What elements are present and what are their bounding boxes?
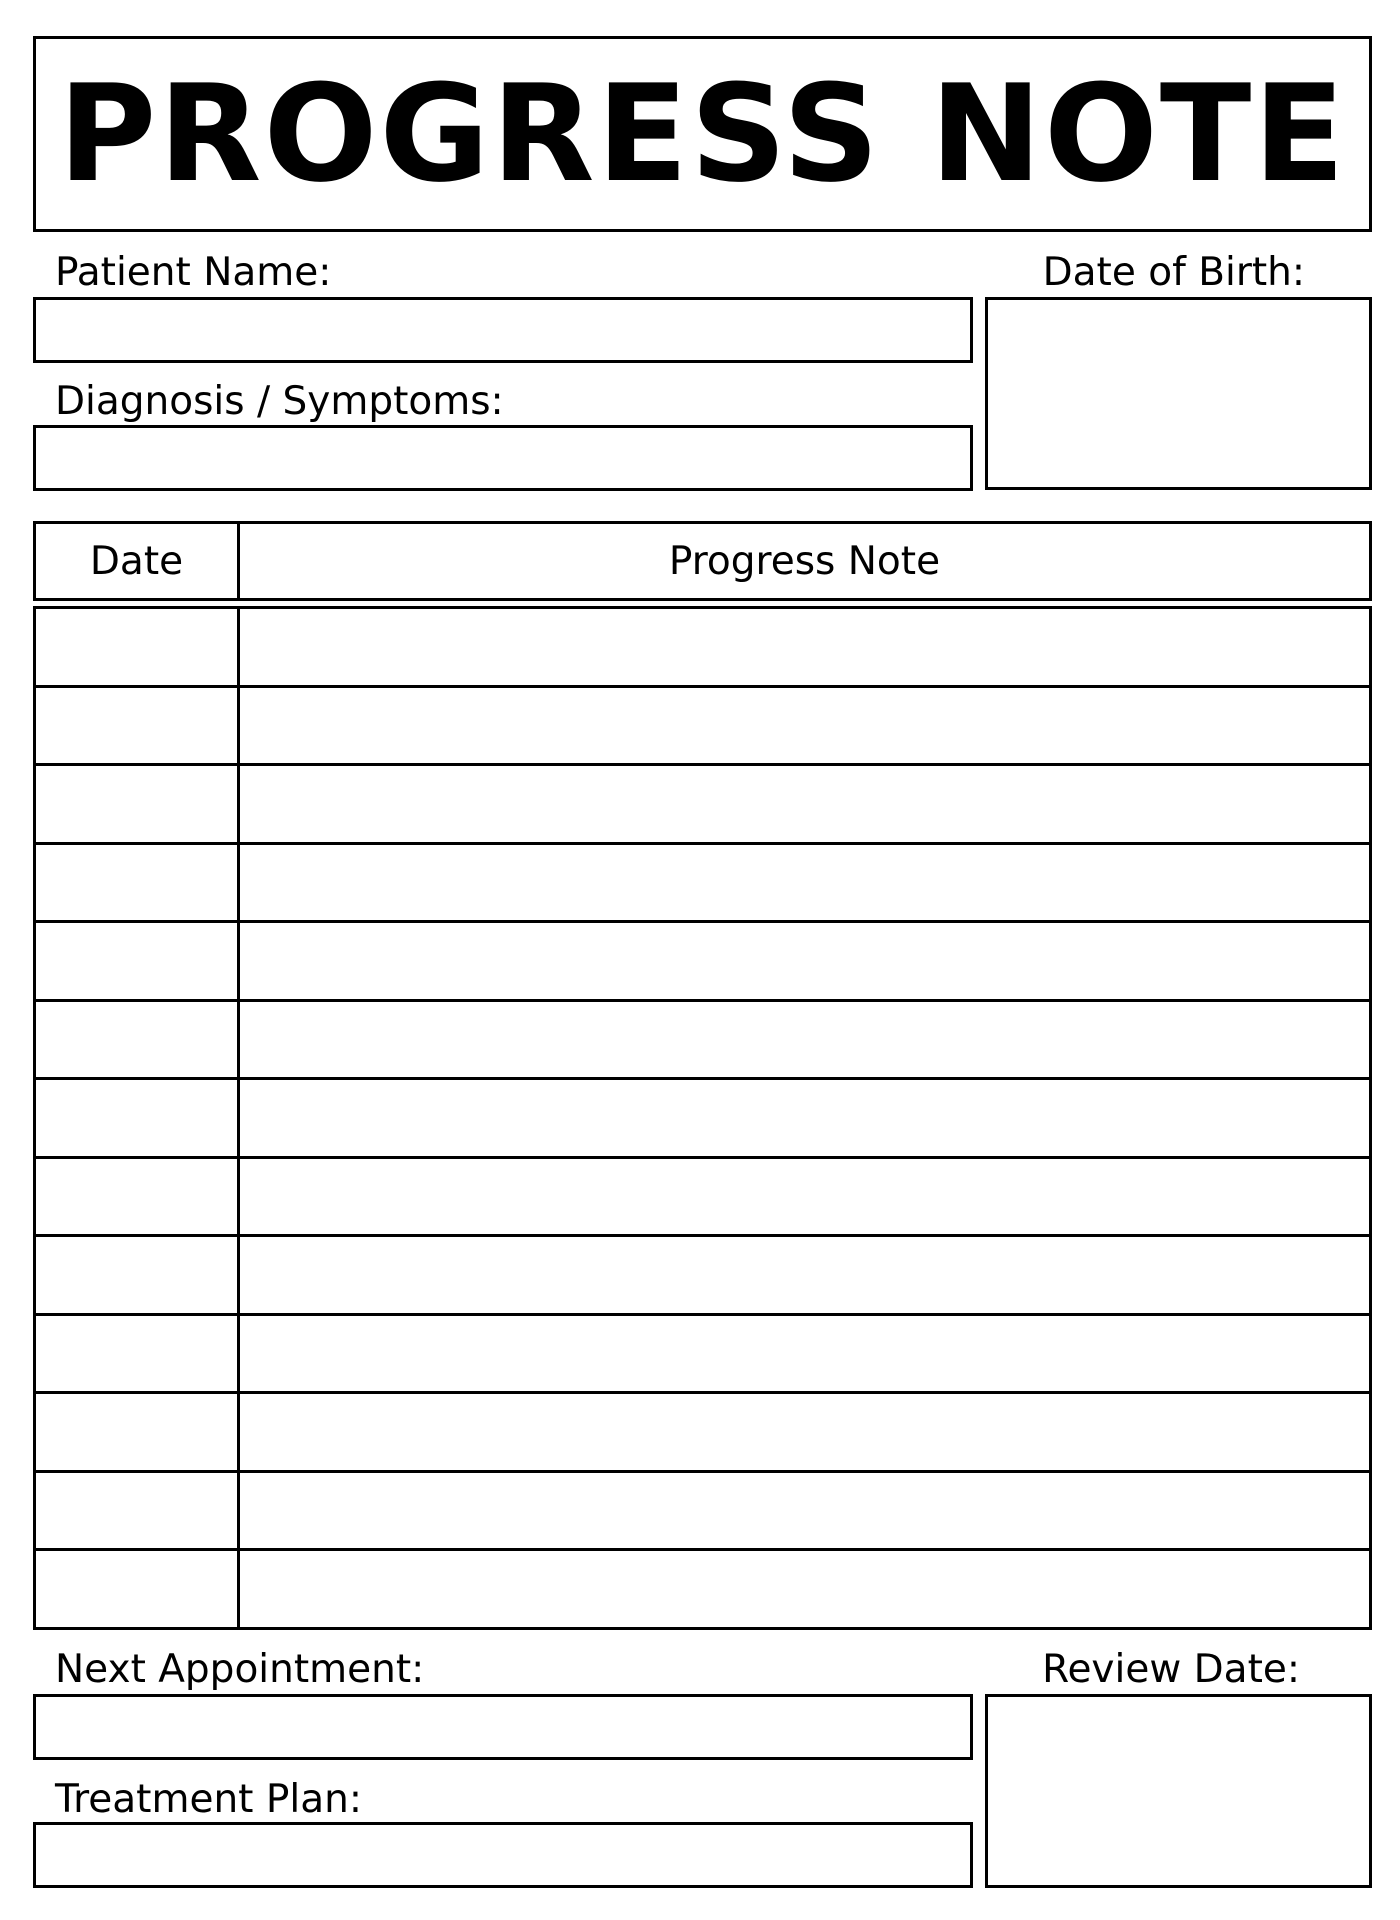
next-appointment-label: Next Appointment: [55,1647,425,1692]
next-appointment-field[interactable] [33,1694,973,1760]
patient-name-field[interactable] [33,297,973,363]
table-row [36,1159,1369,1238]
date-cell[interactable] [36,1473,240,1549]
diagnosis-field[interactable] [33,425,973,491]
date-cell[interactable] [36,609,240,685]
table-row [36,845,1369,924]
diagnosis-label: Diagnosis / Symptoms: [55,379,504,424]
column-header-progress-note: Progress Note [668,538,941,584]
note-cell[interactable] [240,1002,1369,1078]
date-cell[interactable] [36,923,240,999]
table-row [36,766,1369,845]
date-cell[interactable] [36,766,240,842]
table-row [36,1551,1369,1627]
review-date-label: Review Date: [1042,1647,1300,1692]
treatment-plan-label: Treatment Plan: [55,1777,362,1822]
date-cell[interactable] [36,845,240,921]
table-row [36,688,1369,767]
title-box [33,36,1372,232]
table-row [36,1394,1369,1473]
date-of-birth-field[interactable] [985,297,1372,490]
page-title: PROGRESS NOTE [58,56,1347,212]
review-date-field[interactable] [985,1694,1372,1888]
note-cell[interactable] [240,1473,1369,1549]
treatment-plan-field[interactable] [33,1822,973,1888]
date-cell[interactable] [36,1551,240,1627]
table-row [36,923,1369,1002]
note-cell[interactable] [240,845,1369,921]
date-cell[interactable] [36,1394,240,1470]
note-cell[interactable] [240,1159,1369,1235]
note-cell[interactable] [240,1551,1369,1627]
note-cell[interactable] [240,1080,1369,1156]
date-of-birth-label: Date of Birth: [1042,250,1305,295]
date-cell[interactable] [36,1002,240,1078]
date-cell[interactable] [36,688,240,764]
table-row [36,1237,1369,1316]
patient-name-label: Patient Name: [55,250,332,295]
date-cell[interactable] [36,1237,240,1313]
column-header-date: Date [36,524,240,598]
table-row [36,1473,1369,1552]
date-cell[interactable] [36,1080,240,1156]
progress-table [33,606,1372,1630]
date-cell[interactable] [36,1159,240,1235]
note-cell[interactable] [240,1316,1369,1392]
table-row [36,1080,1369,1159]
note-cell[interactable] [240,923,1369,999]
note-cell[interactable] [240,1394,1369,1470]
note-cell[interactable] [240,609,1369,685]
table-row [36,609,1369,688]
table-header [33,521,1372,601]
table-row [36,1002,1369,1081]
note-cell[interactable] [240,766,1369,842]
note-cell[interactable] [240,1237,1369,1313]
date-cell[interactable] [36,1316,240,1392]
table-row [36,1316,1369,1395]
note-cell[interactable] [240,688,1369,764]
